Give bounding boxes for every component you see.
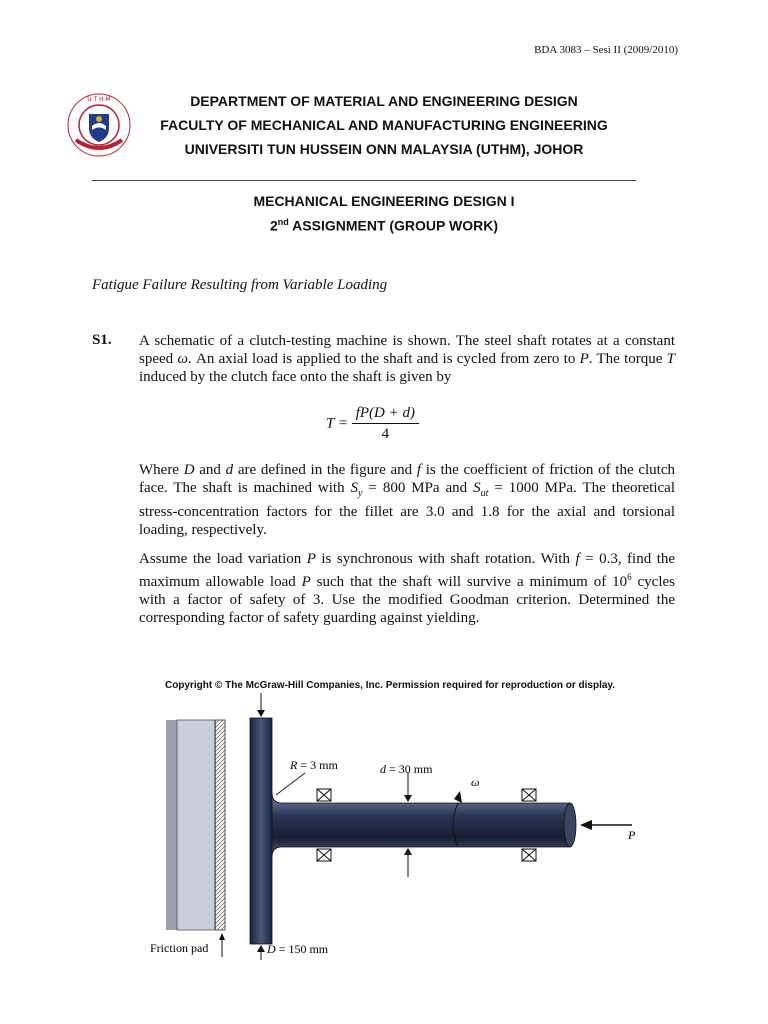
label-R: R = 3 mm <box>290 758 338 772</box>
course-title: MECHANICAL ENGINEERING DESIGN I <box>253 193 515 209</box>
question-number: S1. <box>92 332 112 348</box>
faculty-heading: FACULTY OF MECHANICAL AND MANUFACTURING ENGINEERING <box>160 117 608 133</box>
R-leader <box>276 773 305 795</box>
question-paragraph-3: Assume the load variation P is synchronous with shaft rotation. With f = 0.3, find the maximum allowable load P such that the shaft will survive a minimum of $10^6$ cycles with a factor of safety of 3. Use the modified Goodman criterion. Determined the corresponding factor of safety guarding against yielding. <box>139 551 676 626</box>
topic-title: Fatigue Failure Resulting from Variable Loading <box>92 277 388 293</box>
bearing-right-bottom <box>522 849 536 861</box>
label-friction-pad: Friction pad <box>150 941 209 955</box>
label-D: D = 150 mm <box>267 942 329 956</box>
pad-hatch <box>215 720 225 930</box>
clutch-figure <box>140 675 640 965</box>
label-P: P <box>628 828 636 842</box>
bearing-left-top <box>317 789 331 801</box>
department-heading: DEPARTMENT OF MATERIAL AND ENGINEERING DESIGN <box>190 93 578 109</box>
shaft-end <box>564 803 576 847</box>
clutch-disk <box>250 718 272 944</box>
svg-text:U T H M: U T H M <box>87 96 111 103</box>
course-code: BDA 3083 – Sesi II (2009/2010) <box>534 44 678 56</box>
university-heading: UNIVERSITI TUN HUSSEIN ONN MALAYSIA (UTHM), JOHOR <box>184 141 584 157</box>
bearing-right-top <box>522 789 536 801</box>
bearing-left-bottom <box>317 849 331 861</box>
divider <box>92 180 636 181</box>
figure-copyright: Copyright © The McGraw-Hill Companies, Inc. Permission required for reproduction or display. <box>164 680 616 691</box>
question-paragraph-1: A schematic of a clutch-testing machine is shown. The steel shaft rotates at a constant speed ω. An axial load is applied to the shaft and is cycled from zero to P. The torque T induced by the clutch face onto the shaft is given by <box>139 333 675 385</box>
label-d: d = 30 mm <box>380 762 433 776</box>
shaft <box>272 793 570 857</box>
label-omega: ω <box>471 775 480 789</box>
friction-pad <box>177 720 215 930</box>
torque-formula: T = $\frac{fP(D + d)}{4}$ <box>326 405 419 443</box>
question-paragraph-2: Where D and d are defined in the figure and f is the coefficient of friction of the clutch face. The shaft is machined with $S_y = 800$ MPa and $S_{ut} = 1000$ MPa. The theoretical stress-concentration factors for the fillet are 3.0 and 1.8 for the axial and torsional loading, respectively. <box>139 462 675 538</box>
assignment-title: 2nd ASSIGNMENT (GROUP WORK) <box>269 217 499 234</box>
